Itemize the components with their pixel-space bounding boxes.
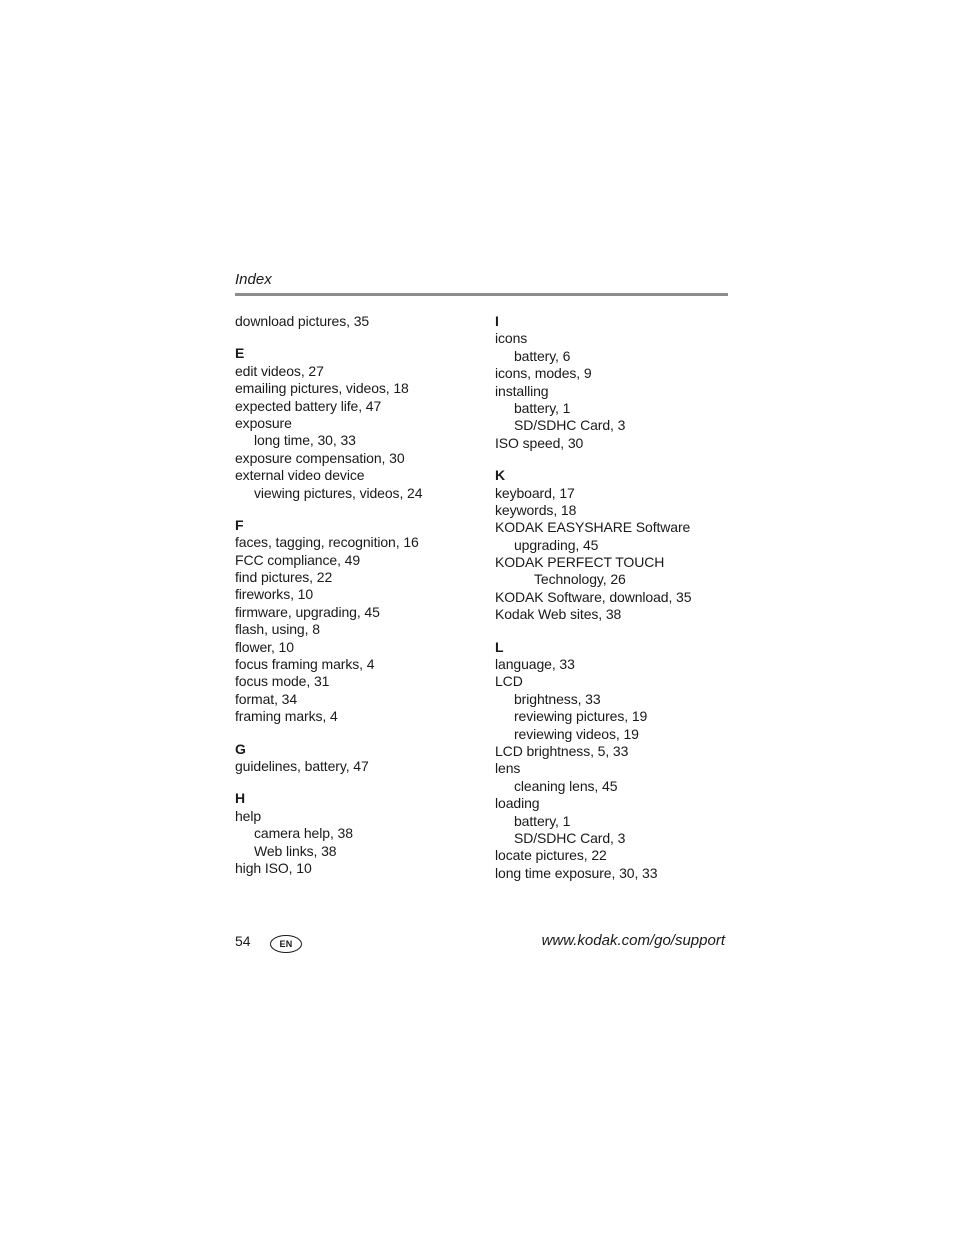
index-entry: locate pictures, 22	[495, 847, 607, 864]
index-entry: fireworks, 10	[235, 586, 314, 603]
index-subentry: long time, 30, 33	[254, 432, 356, 449]
support-url-link[interactable]: www.kodak.com/go/support	[541, 932, 725, 949]
index-subentry: SD/SDHC Card, 3	[514, 829, 626, 846]
page-number: 54	[235, 933, 251, 949]
index-entry: LCD brightness, 5, 33	[495, 742, 629, 759]
index-subentry: reviewing videos, 19	[514, 725, 639, 742]
index-entry: framing marks, 4	[235, 708, 338, 725]
index-column-right	[495, 313, 735, 882]
index-entry: flash, using, 8	[235, 621, 320, 638]
index-column-left	[235, 313, 475, 877]
index-entry: external video device	[235, 467, 365, 484]
index-subentry: battery, 1	[514, 399, 571, 416]
index-entry: Kodak Web sites, 38	[495, 606, 622, 623]
index-entry: faces, tagging, recognition, 16	[235, 534, 419, 551]
index-subentry: camera help, 38	[254, 825, 353, 842]
index-entry: installing	[495, 382, 549, 399]
index-group	[495, 467, 735, 624]
index-entry: guidelines, battery, 47	[235, 757, 369, 774]
index-letter-heading: G	[235, 740, 246, 757]
index-entry: language, 33	[495, 656, 575, 673]
index-entry: ISO speed, 30	[495, 434, 584, 451]
index-letter-heading: L	[495, 638, 504, 655]
index-group	[235, 517, 475, 726]
header-rule	[235, 293, 728, 296]
index-entry: format, 34	[235, 690, 298, 707]
index-group	[235, 313, 475, 330]
index-entry: loading	[495, 795, 540, 812]
index-entry: firmware, upgrading, 45	[235, 603, 380, 620]
index-subentry: SD/SDHC Card, 3	[514, 417, 626, 434]
index-group	[235, 790, 475, 877]
header-title: Index	[235, 271, 272, 288]
index-entry: KODAK PERFECT TOUCH	[495, 554, 665, 571]
index-entry: find pictures, 22	[235, 569, 333, 586]
index-letter-heading: E	[235, 345, 245, 362]
index-group	[495, 313, 735, 452]
index-entry: help	[235, 807, 262, 824]
index-subentry: viewing pictures, videos, 24	[254, 484, 423, 501]
index-entry: focus framing marks, 4	[235, 656, 375, 673]
index-entry: LCD	[495, 673, 523, 690]
index-entry: lens	[495, 760, 521, 777]
index-subentry: Web links, 38	[254, 842, 337, 859]
index-letter-heading: I	[495, 313, 499, 329]
index-group	[235, 741, 475, 776]
index-entry: long time exposure, 30, 33	[495, 864, 658, 881]
index-subentry: cleaning lens, 45	[514, 777, 618, 794]
index-subentry: battery, 1	[514, 812, 571, 829]
index-entry: keyboard, 17	[495, 484, 575, 501]
index-subentry: brightness, 33	[514, 690, 601, 707]
index-entry: edit videos, 27	[235, 362, 324, 379]
index-subentry: Technology, 26	[534, 571, 626, 588]
index-entry: focus mode, 31	[235, 673, 330, 690]
index-entry: FCC compliance, 49	[235, 551, 361, 568]
index-entry: exposure compensation, 30	[235, 449, 405, 466]
index-group	[495, 639, 735, 882]
index-entry: flower, 10	[235, 638, 294, 655]
index-subentry: upgrading, 45	[514, 536, 599, 553]
index-letter-heading: K	[495, 467, 506, 484]
index-entry: exposure	[235, 414, 292, 431]
index-entry: emailing pictures, videos, 18	[235, 380, 409, 397]
index-letter-heading: F	[235, 516, 244, 533]
index-entry: KODAK EASYSHARE Software	[495, 519, 691, 536]
index-entry: icons, modes, 9	[495, 365, 592, 382]
index-entry: icons	[495, 330, 528, 347]
index-subentry: battery, 6	[514, 347, 571, 364]
index-entry: keywords, 18	[495, 501, 577, 518]
index-entry: high ISO, 10	[235, 859, 312, 876]
index-entry: KODAK Software, download, 35	[495, 588, 692, 605]
index-subentry: reviewing pictures, 19	[514, 708, 648, 725]
index-entry: download pictures, 35	[235, 313, 370, 329]
index-group	[235, 345, 475, 502]
index-letter-heading: H	[235, 790, 246, 807]
language-badge: EN	[270, 935, 302, 953]
index-entry: expected battery life, 47	[235, 397, 382, 414]
